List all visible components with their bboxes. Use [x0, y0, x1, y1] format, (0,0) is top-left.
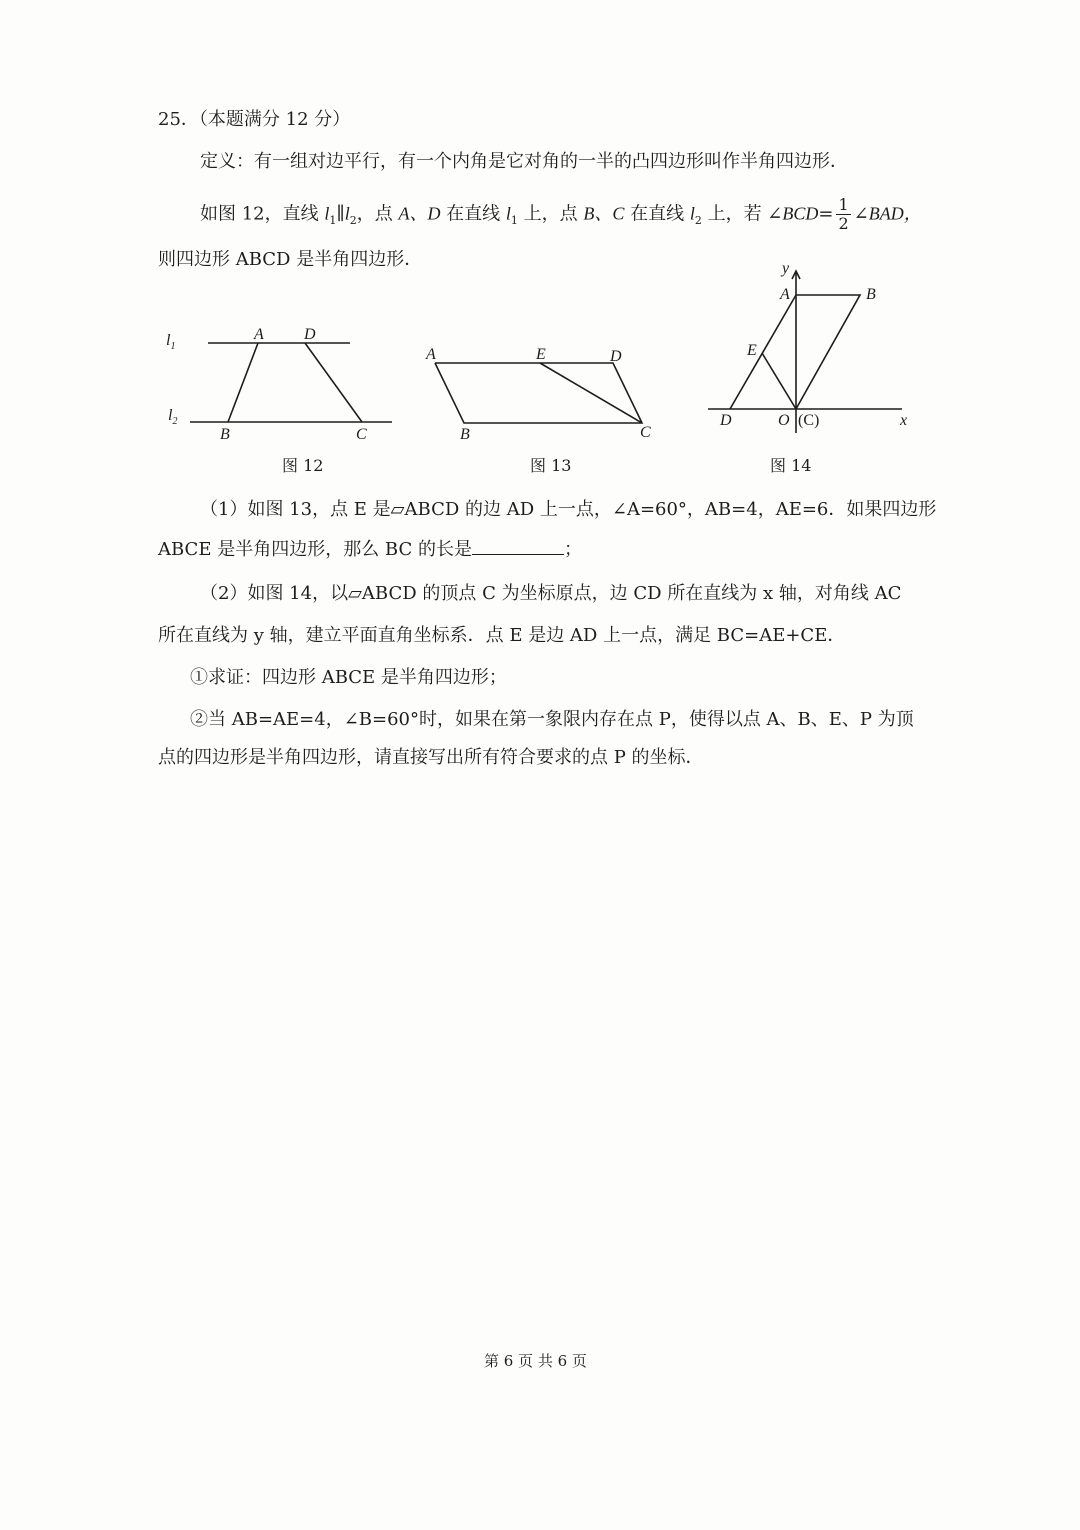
label-14-y: y — [782, 260, 790, 277]
intro-line-1 — [200, 196, 922, 233]
intro-text-f: 上，若 ∠ — [701, 203, 783, 225]
answer-blank[interactable] — [472, 538, 564, 555]
caption-13: 图 13 — [530, 456, 572, 475]
line-l1-ref: l — [505, 203, 511, 224]
label-13-b: B — [460, 426, 470, 443]
label-12-c: C — [356, 426, 367, 443]
line-l1: l — [324, 203, 330, 224]
label-13-e: E — [536, 346, 546, 363]
fraction-denominator: 2 — [838, 214, 849, 233]
angle-bcd: BCD — [782, 203, 819, 224]
caption-14: 图 14 — [770, 456, 812, 475]
equals-sign: = — [818, 203, 834, 225]
angle-bad: ∠BAD， — [853, 203, 922, 224]
label-14-a: A — [780, 286, 790, 303]
part1-end: ； — [563, 539, 582, 560]
label-l1: $l_1$ — [166, 332, 176, 352]
parallel-symbol: ∥ — [336, 203, 345, 225]
parallelogram-abcd — [435, 363, 642, 423]
part1-line-1: （1）如图 13，点 E 是▱ABCD 的边 AD 上一点，∠A=60°，AB=4，AE=6．如果四边形 — [200, 499, 937, 520]
line-l1-ref-sub: 1 — [510, 214, 518, 228]
points-bc: B、C — [583, 203, 625, 224]
caption-12: 图 12 — [282, 456, 324, 475]
label-13-a: A — [426, 346, 436, 363]
figure-14 — [708, 260, 907, 475]
segment-ab — [228, 343, 258, 422]
label-12-b: B — [220, 426, 230, 443]
part1-text: ABCE 是半角四边形，那么 BC 的长是 — [158, 539, 472, 560]
label-14-c: (C) — [798, 412, 820, 429]
figure-12 — [166, 326, 392, 475]
segment-dc — [305, 343, 362, 422]
intro-text-a: 如图 12，直线 — [200, 203, 325, 225]
part2-line-2: 所在直线为 y 轴，建立平面直角坐标系．点 E 是边 AD 上一点，满足 BC=AE+CE． — [158, 625, 846, 646]
question-header — [158, 108, 350, 132]
line-l2-ref: l — [689, 203, 695, 224]
intro-text-c: 在直线 — [440, 203, 506, 225]
label-14-x: x — [900, 412, 908, 429]
label-14-d: D — [720, 412, 732, 429]
line-l2: l — [344, 203, 350, 224]
label-l2: $l_2$ — [168, 407, 178, 427]
score-note: （本题满分 12 分） — [198, 109, 351, 130]
line-l2-ref-sub: 2 — [694, 214, 702, 228]
fraction-half — [836, 196, 850, 233]
points-ad: A、D — [398, 203, 441, 224]
label-12-d: D — [304, 326, 316, 343]
fraction-numerator: 1 — [838, 195, 849, 214]
label-14-o: O — [778, 412, 790, 429]
definition-text: 定义：有一组对边平行，有一个内角是它对角的一半的凸四边形叫作半角四边形． — [200, 151, 848, 172]
intro-text-b: ，点 — [356, 203, 399, 225]
question-number: 25． — [158, 109, 199, 130]
intro-text-d: 上，点 — [517, 203, 584, 225]
label-14-b: B — [866, 286, 876, 303]
intro-text-e: 在直线 — [624, 203, 690, 225]
label-13-d: D — [610, 348, 622, 365]
sub-question-2-line-2: 点的四边形是半角四边形，请直接写出所有符合要求的点 P 的坐标． — [158, 747, 704, 768]
part2-line-1: （2）如图 14，以▱ABCD 的顶点 C 为坐标原点，边 CD 所在直线为 x 轴，对角线 AC — [200, 583, 902, 604]
segment-ec-14 — [762, 353, 796, 409]
label-14-e: E — [747, 342, 757, 359]
part1-line-2 — [158, 538, 582, 562]
intro-line-2: 则四边形 ABCD 是半角四边形． — [158, 249, 423, 270]
line-l2-sub: 2 — [349, 214, 357, 228]
figures-area — [150, 255, 930, 485]
figure-13 — [425, 346, 651, 475]
sub-question-1: ①求证：四边形 ABCE 是半角四边形； — [190, 667, 507, 688]
label-13-c: C — [640, 424, 651, 441]
page-footer: 第 6 页 共 6 页 — [484, 1352, 587, 1370]
sub-question-2-line-1: ②当 AB=AE=4，∠B=60°时，如果在第一象限内存在点 P，使得以点 A、B、E、P 为顶 — [190, 709, 914, 730]
label-12-a: A — [254, 326, 264, 343]
line-l1-sub: 1 — [329, 214, 337, 228]
